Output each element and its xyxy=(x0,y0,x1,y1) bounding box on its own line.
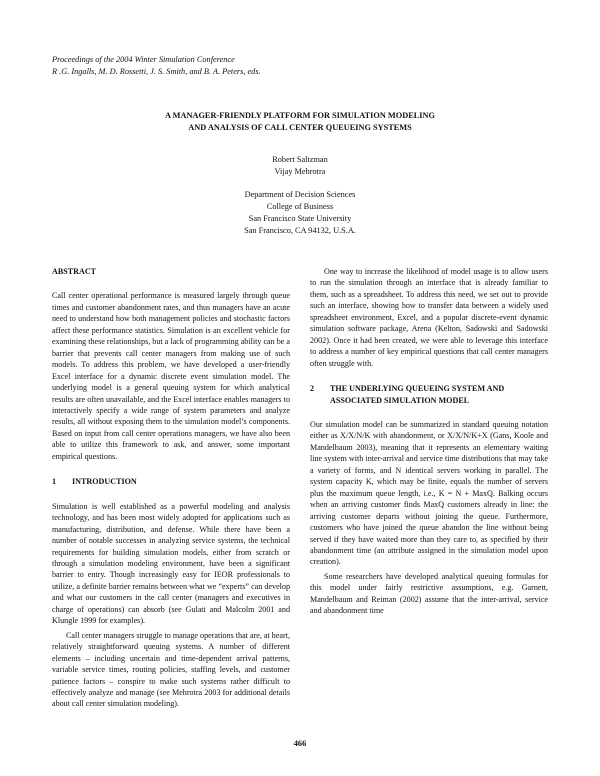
proceedings-editors: R .G. Ingalls, M. D. Rossetti, J. S. Smith, and B. A. Peters, eds. xyxy=(52,67,261,76)
section-number: 1 xyxy=(52,477,57,487)
section-title-line-2: ASSOCIATED SIMULATION MODEL xyxy=(330,395,470,405)
affiliation-line: College of Business xyxy=(266,202,334,211)
section-2-paragraph-2: Some researchers have developed analytical queuing formulas for this model under fairly restrictive assumptions, e.g. Garnett, Mandelbaum and Reiman (2002) assume that the inter-arrival, service and abandonment time xyxy=(310,571,548,616)
abstract-text: Call center operational performance is measured largely through queue times and customer abandonment rates, and thus managers have an acute need to understand how both management policies and stochastic factors affect these performance statistics. Simulation is an excellent vehicle for examining these relationships, but a lack of programming ability can be a barrier that prevents call center managers from making use of such models. To address this problem, we have developed a user-friendly Excel interface for a dynamic discrete event simulation model. The underlying model is a general queuing system for which analytical results are often unavailable, and the Excel interface enables managers to interactively specify a wide range of system parameters and analyze results, all without exposing them to the simulation model’s components. Based on input from call center operations managers, we have also been able to utilize this framework to ask, and answer, some important empirical questions. xyxy=(52,291,290,461)
intro-paragraph-3: One way to increase the likelihood of model usage is to allow users to run the simulation through an interface that is already familiar to them, such as a spreadsheet. To address this need, we set out to provide such an interface, showing how to transfer data between a widely used spreadsheet environment, Excel, and a popular discrete-event dynamic simulation software package, Arena (Kelton, Sadowski and Sadowski 2002). Once it had been created, we were able to leverage this interface to address a number of key empirical questions that call center managers often struggle with. xyxy=(310,267,548,368)
section-title: INTRODUCTION xyxy=(72,477,137,487)
title-line-1: A MANAGER-FRIENDLY PLATFORM FOR SIMULATION MODELING xyxy=(165,111,435,120)
section-2-heading xyxy=(310,383,548,406)
page-number: 466 xyxy=(293,739,307,748)
author-list xyxy=(60,154,540,178)
left-column xyxy=(52,266,290,710)
author-name: Robert Saltzman xyxy=(272,155,328,164)
right-column xyxy=(310,266,548,617)
intro-paragraph-1: Simulation is well established as a powerful modeling and analysis technology, and has been most widely adopted for applications such as manufacturing, distribution, and defense. While there have been a number of notable successes in analyzing service systems, the technical requirements for building simulation models, either from scratch or through a simulation modeling environment, have been a significant barrier to entry. Though increasingly easy for IEOR professionals to utilize, a definite barrier remains between what we “experts” can develop and what our customers in the call center (managers and executives in charge of operations) can absorb (see Gulati and Malcolm 2001 and Klungle 1999 for examples). xyxy=(52,501,290,626)
affiliation-line: Department of Decision Sciences xyxy=(244,190,356,199)
intro-heading xyxy=(52,476,290,487)
paper-title xyxy=(60,110,540,134)
section-title-line-1: THE UNDERLYING QUEUEING SYSTEM AND xyxy=(330,384,505,394)
affiliation xyxy=(60,189,540,237)
author-name: Vijay Mehrotra xyxy=(274,167,326,176)
section-2-paragraph-1: Our simulation model can be summarized in standard queuing notation either as X/X/N/K with abandonment, or X/X/N/K+X (Gans, Koole and Mandelbaum 2003), meaning that it represents an elementary waiting line system with inter-arrival and service time distributions that may take a variety of forms, and N identical servers working in parallel. The system capacity K, which may be finite, equals the number of servers plus the maximum queue length, i.e., K = N + MaxQ. Balking occurs when an arriving customer finds MaxQ customers already in line: the arriving customer departs without joining the queue. Furthermore, customers who have joined the queue abandon the line without being served if they have waited more than they care to, as specified by their abandonment time (an attribute assigned in the simulation model upon creation). xyxy=(310,419,548,567)
affiliation-line: San Francisco, CA 94132, U.S.A. xyxy=(244,226,356,235)
title-line-2: AND ANALYSIS OF CALL CENTER QUEUEING SYSTEMS xyxy=(188,123,412,132)
intro-paragraph-2: Call center managers struggle to manage operations that are, at heart, relatively straightforward queuing systems. A number of different elements – including uncertain and time-dependent arrival patterns, variable service times, routing policies, staffing levels, and customer patience factors – conspire to make such systems rather difficult to effectively analyze and manage (see Mehrotra 2003 for additional details about call center simulation modeling). xyxy=(52,630,290,709)
proceedings-header xyxy=(52,54,261,78)
affiliation-line: San Francisco State University xyxy=(248,214,352,223)
proceedings-line-1: Proceedings of the 2004 Winter Simulation Conference xyxy=(52,55,235,64)
abstract-heading: ABSTRACT xyxy=(52,267,97,276)
section-number: 2 xyxy=(310,384,315,394)
